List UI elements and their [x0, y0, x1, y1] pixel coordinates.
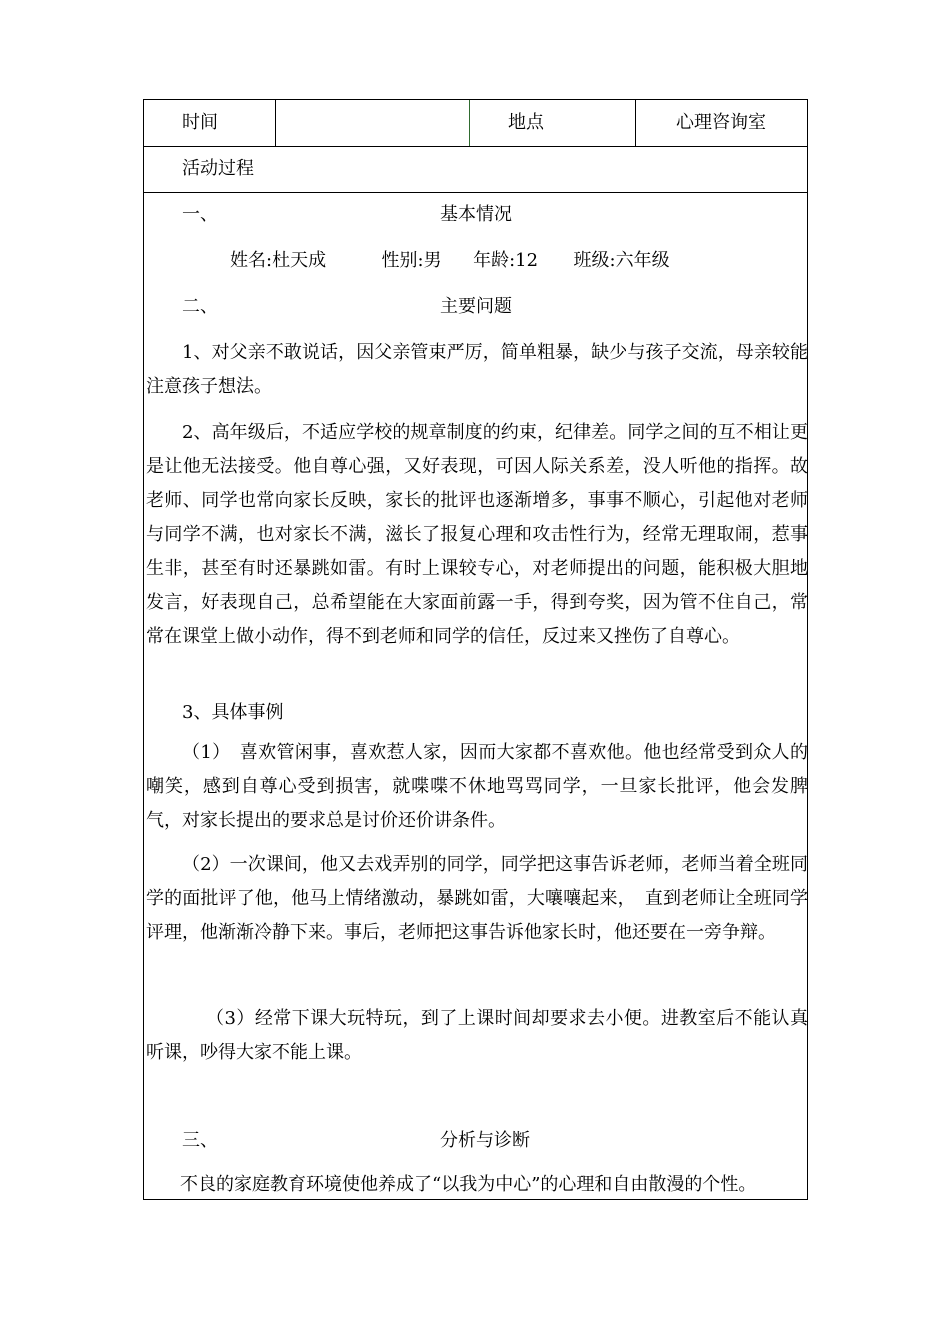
example-3: （3）经常下课大玩特玩，到了上课时间却要求去小便。进教室后不能认真听课，吵得大家不能上课。: [146, 1008, 808, 1063]
student-class: 班级:六年级: [573, 250, 670, 271]
column-divider: [275, 100, 276, 146]
section3-number: 三、: [182, 1130, 218, 1151]
column-divider: [469, 100, 470, 146]
example-1: （1） 喜欢管闲事，喜欢惹人家，因而大家都不喜欢他。他也经常受到众人的嘲笑，感到自尊心受到损害，就喋喋不休地骂骂同学，一旦家长批评，他会发脾气，对家长提出的要求总是讨价还价讲条件。: [146, 742, 808, 831]
student-age: 年龄:12: [473, 250, 539, 271]
student-info-row: [230, 250, 670, 272]
row-divider: [144, 146, 807, 147]
analysis-text: 不良的家庭教育环境使他养成了“以我为中心”的心理和自由散漫的个性。: [180, 1174, 757, 1195]
time-label: 时间: [182, 112, 218, 133]
section2-number: 二、: [182, 296, 218, 317]
section1-number: 一、: [182, 204, 218, 225]
counseling-record-table: [143, 99, 808, 1200]
section1-title: 基本情况: [440, 204, 512, 225]
place-label: 地点: [508, 112, 544, 133]
problem-item-1: 1、对父亲不敢说话，因父亲管束严厉，简单粗暴，缺少与孩子交流，母亲较能注意孩子想法。: [146, 342, 808, 397]
example-2: （2）一次课间，他又去戏弄别的同学，同学把这事告诉老师，老师当着全班同学的面批评了他，他马上情绪激动，暴跳如雷，大嚷嚷起来， 直到老师让全班同学评理，他渐渐冷静下来。事后，老师把这事告诉他家长时，他还要在一旁争辩。: [146, 854, 808, 943]
student-gender: 性别:男: [381, 250, 442, 271]
student-name: 姓名:杜天成: [230, 250, 327, 271]
problem-item-2: 2、高年级后，不适应学校的规章制度的约束，纪律差。同学之间的互不相让更是让他无法接受。他自尊心强，又好表现，可因人际关系差，没人听他的指挥。故老师、同学也常向家长反映，家长的批评也逐渐增多，事事不顺心，引起他对老师与同学不满，也对家长不满，滋长了报复心理和攻击性行为，经常无理取闹，惹事生非，甚至有时还暴跳如雷。有时上课较专心，对老师提出的问题，能积极大胆地发言，好表现自己，总希望能在大家面前露一手，得到夸奖，因为管不住自己，常常在课堂上做小动作，得不到老师和同学的信任，反过来又挫伤了自尊心。: [146, 422, 808, 647]
row-divider: [144, 192, 807, 193]
place-value: 心理咨询室: [676, 112, 766, 133]
section2-title: 主要问题: [440, 296, 512, 317]
problem-item-3-title: 3、具体事例: [182, 702, 284, 723]
column-divider: [635, 100, 636, 146]
activity-label: 活动过程: [182, 158, 254, 179]
section3-title: 分析与诊断: [440, 1130, 530, 1151]
